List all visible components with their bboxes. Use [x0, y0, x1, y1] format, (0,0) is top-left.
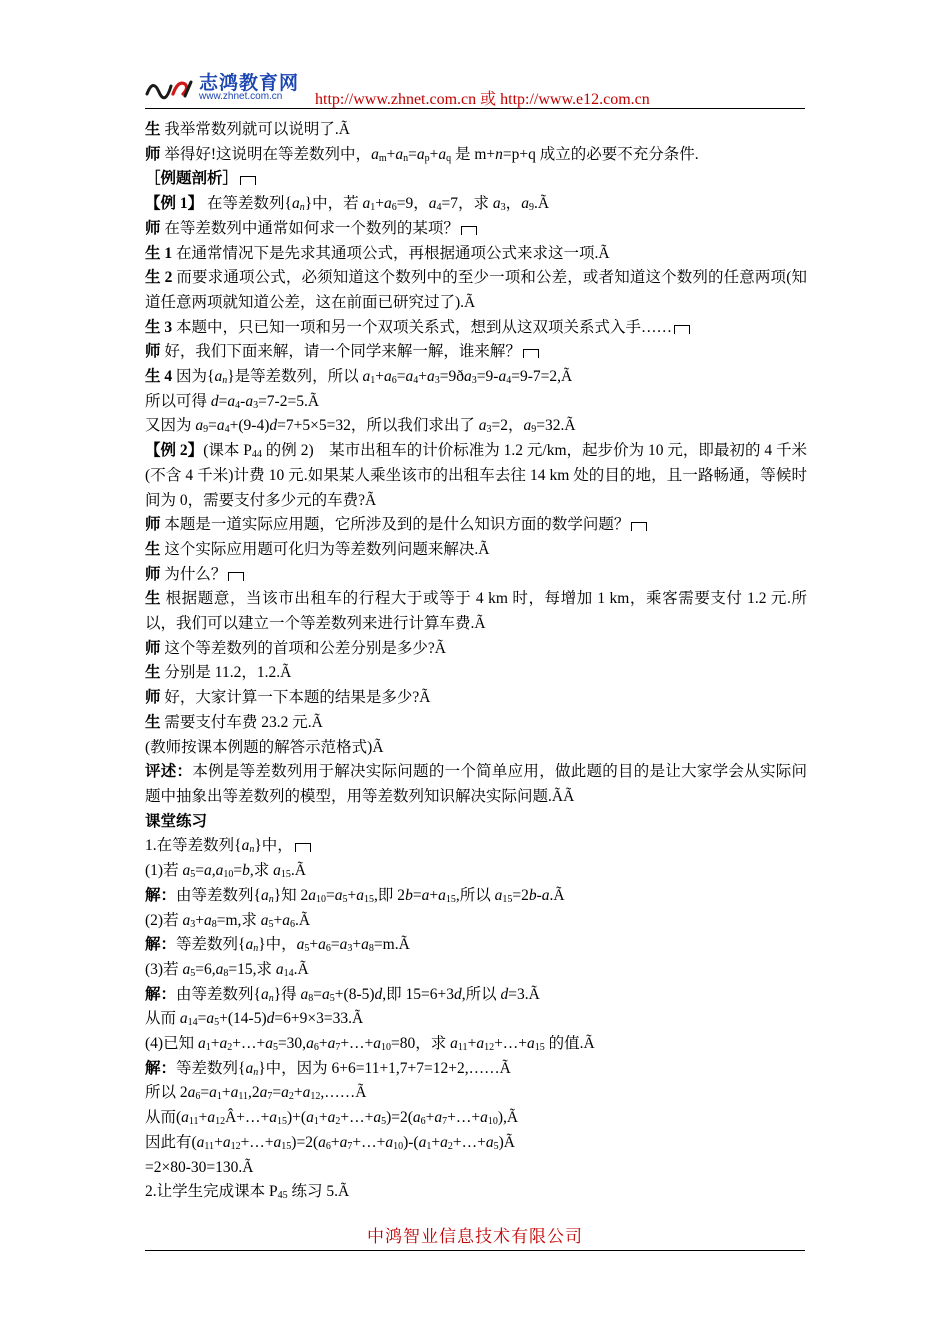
logo-text: 志鸿教育网 — [199, 72, 300, 94]
text-line: 解：等差数列$\{a_n\}$中，$a_5+a_6=a_3+a_8=m.Ã$ — [145, 936, 410, 955]
text-line: 师 好，大家计算一下本题的结果是多少?Ã — [145, 689, 431, 707]
text-line: (1)若 $a_5=a,a_{10}=b$,求 $a_{15}.Ã$ — [145, 862, 306, 881]
text-line: 解：由等差数列$\{a_n\}$知 $2a_{10}=a_5+a_{15}$,即 $2b=a+a_{15}$,所以 $a_{15}=2b-a.Ã$ — [145, 886, 565, 905]
text-line: 因此有$(a_{11}+a_{12}+\dots+a_{15})=2(a_6+a_7+\dots+a_{10})-(a_1+a_2+\dots+a_5)Ã$ — [145, 1133, 515, 1152]
header-divider — [145, 108, 805, 109]
text-line: 课堂练习 — [145, 812, 208, 830]
text-line: (4)已知 $a_1+a_2+\dots+a_5=30,a_6+a_7+\dots+a_{10}=80$，求 $a_{11}+a_{12}+\dots+a_{15}$ 的值.Ã — [145, 1035, 595, 1054]
logo-url: www.zhnet.com.cn — [199, 91, 283, 102]
text-line: 生 需要支付车费 23.2 元.Ã — [145, 713, 323, 731]
text-line: 1.在等差数列$\{a_n\}$中， — [145, 834, 807, 859]
footer-company: 中鸿智业信息技术有限公司 — [367, 1227, 583, 1246]
text-line: 【例 2】(课本 $P_{44}$ 的例 2) 某市出租车的计价标准为 1.2 元/km，起步价为 10 元，即最初的 4 千米(不含 4 千米)计费 10 元.如果某人乘坐该市的出租车去往 14 km 处的目的地，且一路畅通，等候时间为 0，需要支付多少元的车费?Ã — [145, 442, 807, 509]
document-body — [145, 118, 807, 1205]
text-line: 又因为 $a_9=a_4+(9-4)d=7+5\times 5=32$，所以我们求出了 $a_3=2$，$a_9=32.Ã$ — [145, 417, 576, 436]
text-line: 生 根据题意，当该市出租车的行程大于或等于 4 km 时，每增加 1 km，乘客需要支付 1.2 元.所以，我们可以建立一个等差数列来进行计算车费.Ã — [145, 590, 807, 633]
text-line: 师 这个等差数列的首项和公差分别是多少?Ã — [145, 639, 446, 657]
logo-mark-icon — [145, 74, 195, 100]
text-line: 生 分别是 11.2，1.2.Ã — [145, 664, 292, 682]
text-line: 所以可得 $d=a_4-a_3=7-2=5.Ã$ — [145, 392, 320, 411]
text-line: 师 本题是一道实际应用题，它所涉及到的是什么知识方面的数学问题？ — [145, 513, 807, 538]
text-line: 师 举得好!这说明在等差数列中，$a_m+a_n=a_p+a_q$ 是 m+n=p+q 成立的必要不充分条件. — [145, 145, 699, 164]
text-line: (2)若 $a_3+a_8=m$,求 $a_5+a_6.Ã$ — [145, 911, 311, 930]
text-line: 师 在等差数列中通常如何求一个数列的某项？ — [145, 217, 807, 242]
text-line: 生 1 在通常情况下是先求其通项公式，再根据通项公式来求这一项.Ã — [145, 244, 610, 262]
text-line: 2.让学生完成课本 $P_{45}$ 练习 5.Ã — [145, 1183, 350, 1202]
text-line: (3)若 $a_5=6,a_8=15$,求 $a_{14}.Ã$ — [145, 960, 309, 979]
text-line: =2×80-30=130.Ã — [145, 1158, 254, 1176]
text-line: 师 好，我们下面来解，请一个同学来解一解，谁来解？ — [145, 340, 807, 365]
footer-divider — [145, 1250, 805, 1251]
text-line: 评述：本例是等差数列用于解决实际问题的一个简单应用，做此题的目的是让大家学会从实际问题中抽象出等差数列的模型，用等差数列知识解决实际问题.ÃÃ — [145, 763, 807, 805]
text-line: 生 这个实际应用题可化归为等差数列问题来解决.Ã — [145, 540, 490, 558]
text-line: 所以 $2a_6=a_1+a_{11},2a_7=a_2+a_{12},\dots\dots Ã$ — [145, 1084, 367, 1103]
text-line: (教师按课本例题的解答示范格式)Ã — [145, 738, 384, 756]
text-line: 师 为什么？ — [145, 563, 807, 588]
page-footer — [145, 1222, 805, 1251]
text-line: 解：由等差数列$\{a_n\}$得 $a_8=a_5+(8-5)d$,即 15=6+3d,所以 d=3.Ã — [145, 985, 540, 1004]
text-line: 从而$(a_{11}+a_{12}Â+\dots+a_{15})+(a_1+a_2+\dots+a_5)=2(a_6+a_7+\dots+a_{10}),Ã$ — [145, 1109, 519, 1128]
text-line: 生 4 因为$\{a_n\}$是等差数列，所以 $a_1+a_6=a_4+a_3=9ða_3=9-a_4=9-7=2,Ã$ — [145, 368, 573, 387]
site-logo[interactable] — [145, 66, 315, 106]
header-links[interactable]: http://www.zhnet.com.cn 或 http://www.e12.com.cn — [315, 91, 650, 108]
text-line: 生 我举常数列就可以说明了.Ã — [145, 121, 350, 138]
text-line: 【例 1】 在等差数列$\{a_n\}$中，若 $a_1+a_6=9$，$a_4=7$，求 $a_3$，$a_9.Ã$ — [145, 195, 550, 214]
text-line: 解：等差数列$\{a_n\}$中，因为 6+6=11+1,7+7=12+2,……Ã — [145, 1059, 511, 1078]
text-line: 从而 $a_{14}=a_5+(14-5)d=6+9\times 3=33.Ã$ — [145, 1010, 364, 1029]
text-line: 生 3 本题中，只已知一项和另一个双项关系式，想到从这双项关系式入手…… — [145, 316, 807, 341]
page-header — [145, 66, 805, 110]
text-line: ［例题剖析］ — [145, 167, 807, 192]
text-line: 生 2 而要求通项公式，必须知道这个数列中的至少一项和公差，或者知道这个数列的任意两项(知道任意两项就知道公差，这在前面已研究过了).Ã — [145, 269, 807, 311]
